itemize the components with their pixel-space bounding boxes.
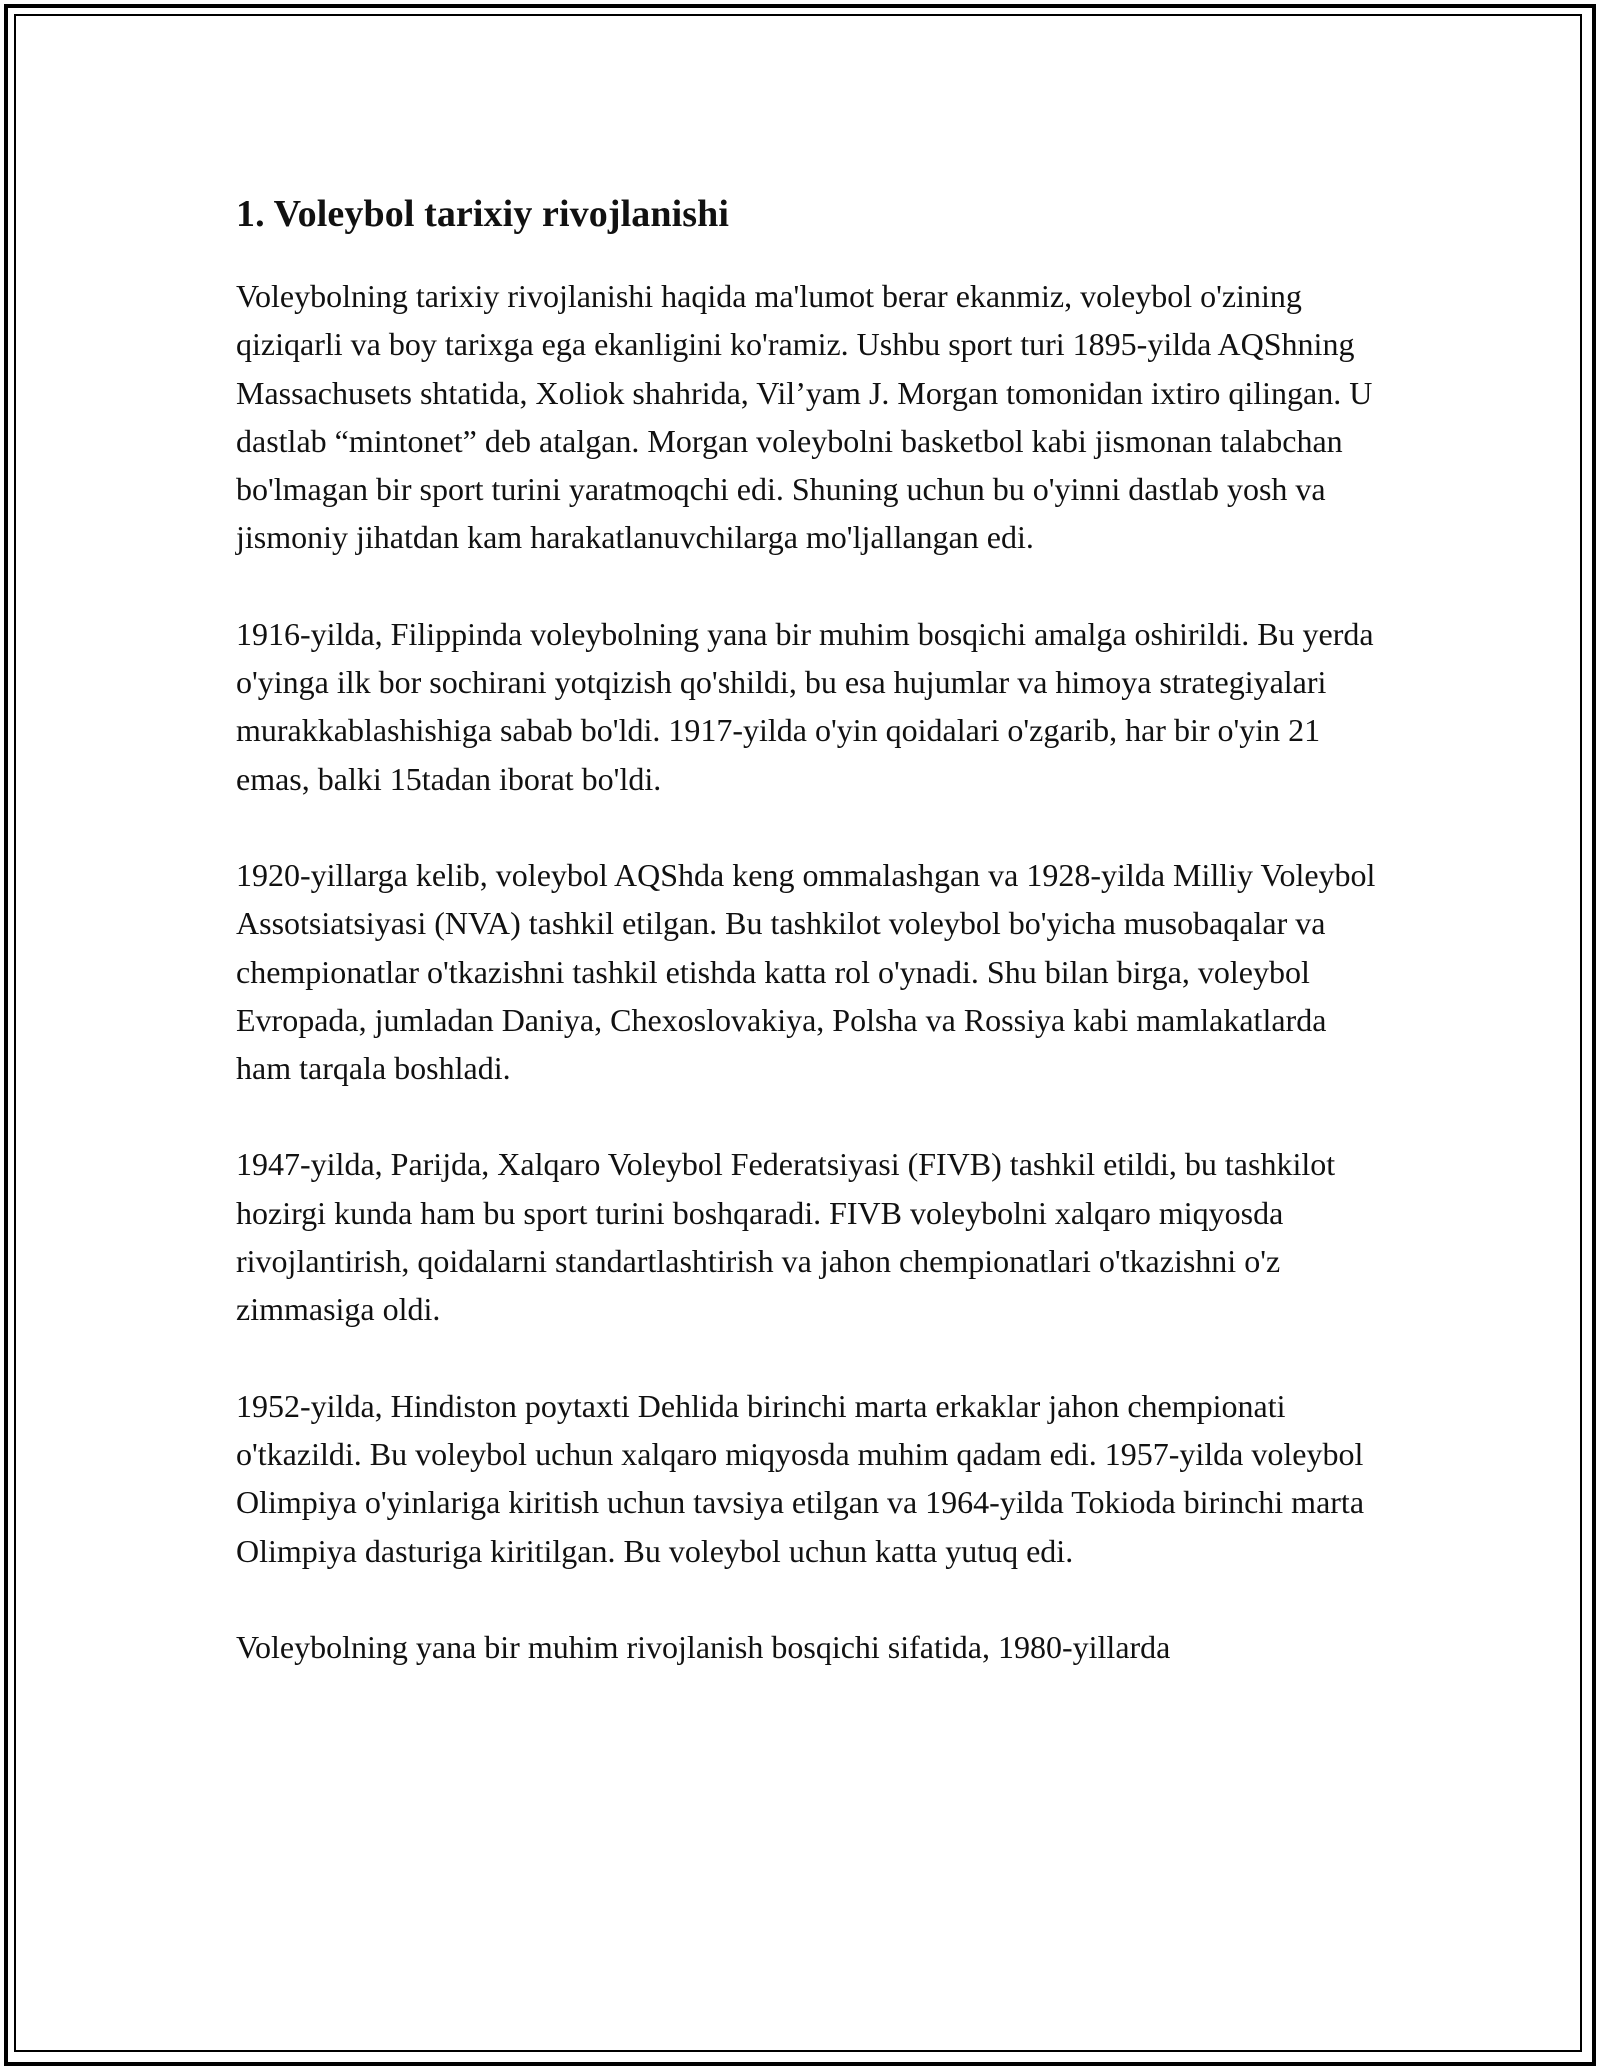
- paragraph-1947: 1947-yilda, Parijda, Xalqaro Voleybol Federatsiyasi (FIVB) tashkil etildi, bu tashkilot hozirgi kunda ham bu sport turini boshqaradi. FIVB voleybolni xalqaro miqyosda rivojlantirish, qoidalarni standartlashtirish va jahon chempionatlari o'tkazishni o'z zimmasiga oldi.: [236, 1146, 1336, 1328]
- paragraph-history-intro: Voleybolning tarixiy rivojlanishi haqida ma'lumot berar ekanmiz, voleybol o'zining qiziqarli va boy tarixga ega ekanligini ko'ramiz. Ushbu sport turi 1895-yilda AQShning Massachusets shtatida, Xoliok shahrida, Vil’yam J. Morgan tomonidan ixtiro qilingan. U dastlab “mintonet” deb atalgan. Morgan voleybolni basketbol kabi jismonan talabchan bo'lmagan bir sport turini yaratmoqchi edi. Shuning uchun bu o'yinni dastlab yosh va jismoniy jihatdan kam harakatlanuvchilarga mo'ljallangan edi.: [236, 278, 1373, 556]
- paragraph-1980s: Voleybolning yana bir muhim rivojlanish bosqichi sifatida, 1980-yillarda: [236, 1628, 1171, 1665]
- paragraph-1920s: 1920-yillarga kelib, voleybol AQShda keng ommalashgan va 1928-yilda Milliy Voleybol Assotsiatsiyasi (NVA) tashkil etilgan. Bu tashkilot voleybol bo'yicha musobaqalar va chempionatlar o'tkazishni tashkil etishda katta rol o'ynadi. Shu bilan birga, voleybol Evropada, jumladan Daniya, Chexoslovakiya, Polsha va Rossiya kabi mamlakatlarda ham tarqala boshladi.: [236, 856, 1376, 1087]
- paragraph-1952: 1952-yilda, Hindiston poytaxti Dehlida birinchi marta erkaklar jahon chempionati o'tkazildi. Bu voleybol uchun xalqaro miqyosda muhim qadam edi. 1957-yilda voleybol Olimpiya o'yinlariga kiritish uchun tavsiya etilgan va 1964-yilda Tokioda birinchi marta Olimpiya dasturiga kiritilgan. Bu voleybol uchun katta yutuq edi.: [236, 1387, 1365, 1569]
- section-title: 1. Voleybol tarixiy rivojlanishi: [236, 193, 730, 235]
- document-body: [236, 190, 1376, 1719]
- paragraph-1916: 1916-yilda, Filippinda voleybolning yana bir muhim bosqichi amalga oshirildi. Bu yerda o'yinga ilk bor sochirani yotqizish qo'shildi, bu esa hujumlar va himoya strategiyalari murakkablashishiga sabab bo'ldi. 1917-yilda o'yin qoidalari o'zgarib, har bir o'yin 21 emas, balki 15tadan iborat bo'ldi.: [236, 615, 1374, 797]
